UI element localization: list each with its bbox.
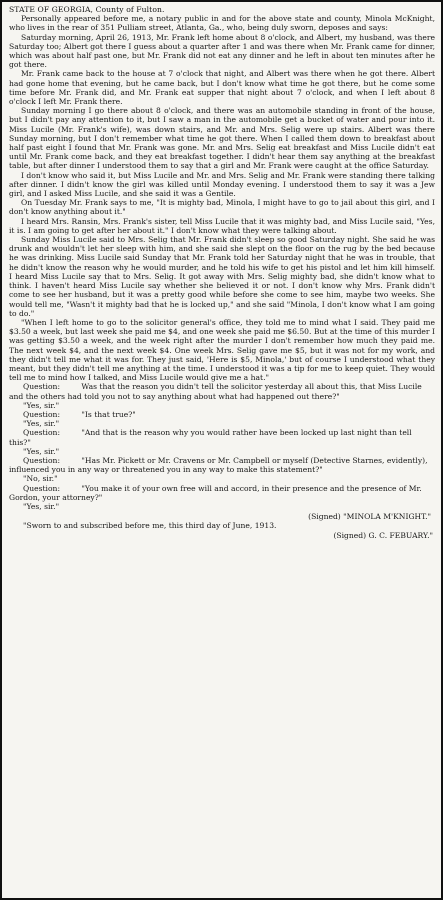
question-1: Question: Was that the reason you didn't tell the solicitor yesterday all about this, that Miss Lucile and the others had told you not to say anything about what had happened out there?" — [9, 382, 422, 401]
paragraph-saturday-evening: Mr. Frank came back to the house at 7 o'clock that night, and Albert was there when he got there. Albert had gone home that evening, but he came back, but I don't know what time he got there, but he come some time before Mr. Frank did, and Mr. Frank eat supper that night about 7 o'clock, and when I left about 8 o'clock I left Mr. Frank there. — [9, 69, 435, 107]
question-2: Question: "Is that true?" — [23, 409, 136, 419]
paragraph-saturday-morning: Saturday morning, April 26, 1913, Mr. Frank left home about 8 o'clock, and Albert, my husband, was there Saturday too; Albert got there I guess about a quarter after 1 and was there when Mr. Frank came for dinner, which was about half past one, but Mr. Frank did not eat any dinner and he left in about ten minutes after he got there. — [9, 32, 435, 70]
paragraph-sunday-morning: Sunday morning I go there about 8 o'clock, and there was an automobile standing in front of the house, but I didn't pay any attention to it, but I saw a man in the automobile get a bucket of water and pour into it. Miss Lucile (Mr. Frank's wife), was down stairs, and Mr. and Mrs. Selig were up stairs. Albert was there Sunday morning, but I don't remember what time he got there. When I called them down to breakfast about half past eight I found that Mr. Frank was gone. Mr. and Mrs. Selig eat breakfast and Miss Lucile didn't eat until Mr. Frank come back, and they eat breakfast together. I didn't hear them say anything at the breakfast table, but after dinner I understood them to say that a girl and Mr. Frank were caught at the office Saturday. — [9, 106, 435, 171]
answer-3: "Yes, sir." — [23, 446, 60, 456]
signature-line: (Signed) "MINOLA M'KNIGHT." — [308, 512, 431, 522]
sworn-statement: "Sworn to and subscribed before me, this third day of June, 1913. — [23, 521, 277, 531]
answer-1: "Yes, sir." — [23, 400, 60, 410]
answer-5: "Yes, sir." — [23, 501, 60, 511]
paragraph-tuesday: On Tuesday Mr. Frank says to me, "It is mighty bad, Minola, I might have to go to jail about this girl, and I don't know anything about it." — [9, 198, 435, 217]
paragraph-payments: "When I left home to go to the solicitor general's office, they told me to mind what I said. They paid me $3.50 a week, but last week she paid me $4, and one week she paid me $6.50. But at the time of this murder I was getting $3.50 a week, and the week right after the murder I don't remember how much they paid me. The next week $4, and the next week $4. One week Mrs. Selig gave me $5, but it was not for my work, and they didn't tell me what it was for. They just said, 'Here is $5, Minola,' but of course I understood what they meant, but they didn't tell me anything at the time. I understood it was a tip for me to keep quiet. They would tell me to mind how I talked, and Miss Lucile would give me a hat." — [9, 317, 435, 383]
paragraph-mrs-ransin: I heard Mrs. Ransin, Mrs. Frank's sister, tell Miss Lucile that it was mighty bad, and Miss Lucile said, "Yes, it is. I am going to get after her about it." I don't know what they were talking about. — [9, 216, 435, 235]
question-3: Question: "And that is the reason why you would rather have been locked up last night than tell this?" — [9, 428, 412, 447]
document-heading: STATE OF GEORGIA, County of Fulton. — [9, 5, 165, 14]
paragraph-sunday-lucile: Sunday Miss Lucile said to Mrs. Selig that Mr. Frank didn't sleep so good Saturday night. She said he was drunk and wouldn't let her sleep with him, and she said she slept on the floor on the rug by the bed because he was drinking. Miss Lucile said Sunday that Mr. Frank told her Saturday night that he was in trouble, that he didn't know the reason why he would murder, and he told his wife to get his pistol and let him kill himself. I heard Miss Lucile say that to Mrs. Selig. It got away with Mrs. Selig mighty bad, she didn't know what to think. I haven't heard Miss Lucile say whether she believed it or not. I don't know why Mrs. Frank didn't come to see her husband, but it was a pretty good while before she come to see him, maybe two weeks. She would tell me, "Wasn't it mighty bad that he is locked up," and she said "Minola, I don't know what I am going to do." — [9, 235, 435, 318]
answer-2: "Yes, sir." — [23, 419, 60, 429]
question-5: Question: "You make it of your own free will and accord, in their presence and the presence of Mr. Gordon, your attorney?" — [9, 483, 422, 502]
answer-4: "No, sir." — [23, 474, 58, 484]
paragraph-introduction: Personally appeared before me, a notary public in and for the above state and county, Minola McKnight, who lives in the rear of 351 Pulliam street, Atlanta, Ga., who, being duly sworn, deposes and says: — [9, 14, 435, 33]
question-4: Question: "Has Mr. Pickett or Mr. Cravens or Mr. Campbell or myself (Detective Starnes, evidently), influenced you in any way or threatened you in any way to make this statement?" — [9, 455, 428, 475]
paragraph-after-dinner: I don't know who said it, but Miss Lucile and Mr. and Mrs. Selig and Mr. Frank were standing there talking after dinner. I didn't know the girl was killed until Monday evening. I understood them to say it was a Jew girl, and I asked Miss Lucile, and she said it was a Gentile. — [9, 170, 435, 199]
notary-signature: (Signed) G. C. FEBUARY." — [333, 530, 433, 540]
